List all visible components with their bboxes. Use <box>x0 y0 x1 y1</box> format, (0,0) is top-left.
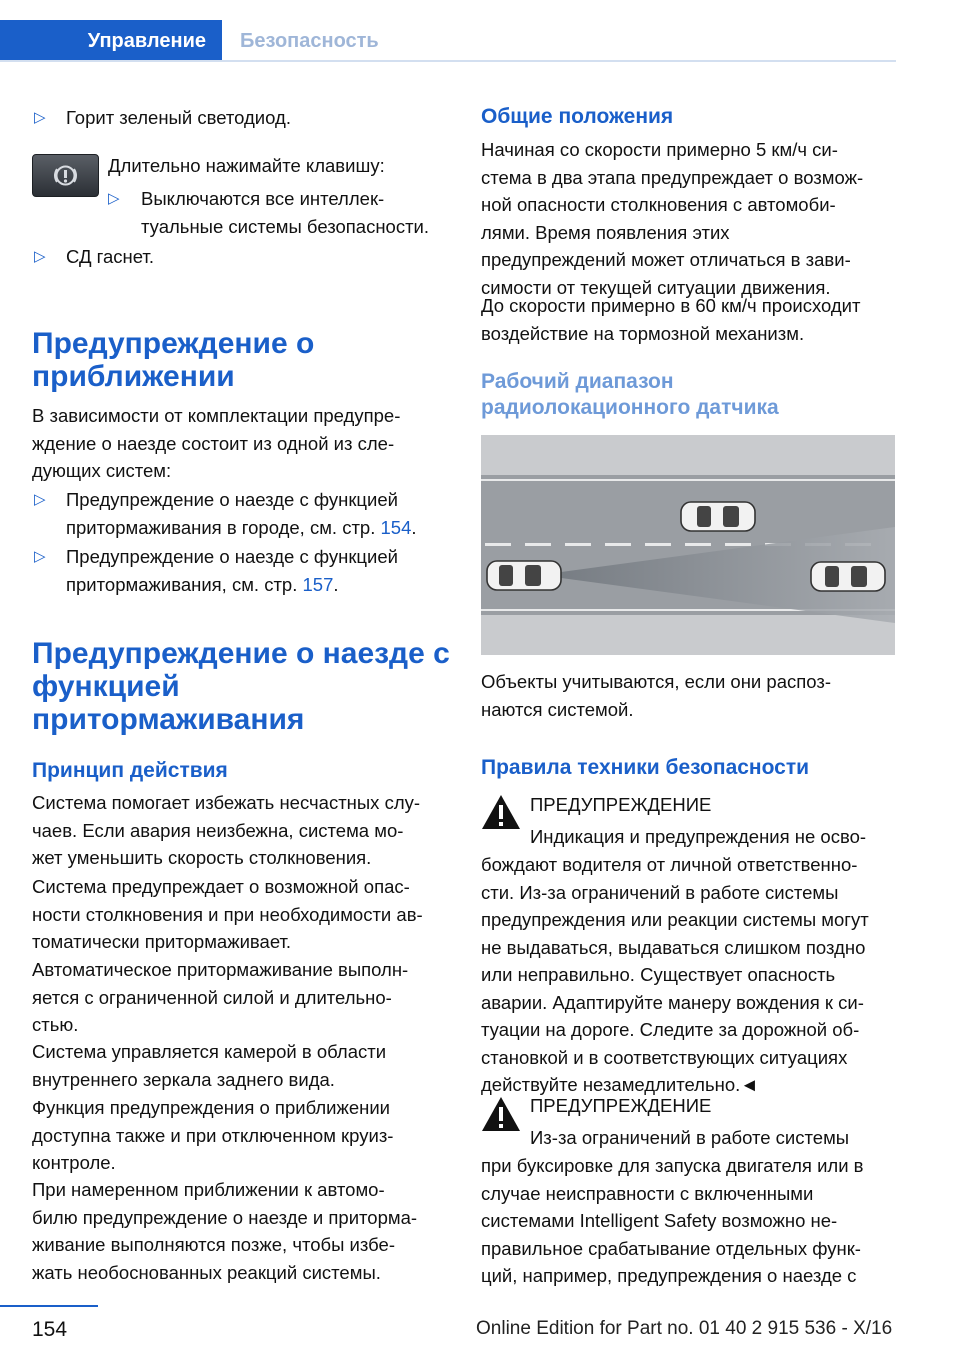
list-item: Предупреждение о наезде с функцией притормаживания в городе, см. стр. 154. <box>66 489 417 538</box>
intelligent-safety-button-icon <box>32 154 99 197</box>
heading-general: Общие положения <box>481 105 674 128</box>
bullet-icon: ▷ <box>34 548 46 565</box>
paragraph: Функция предупреждения о приближении доступна также и при отключенном круиз- контроле. <box>32 1097 394 1173</box>
radar-range-illustration <box>481 435 895 655</box>
heading-radar-range: Рабочий диапазон радиолокационного датчика <box>481 370 779 419</box>
footer-divider <box>0 1305 98 1307</box>
paragraph: Начиная со скорости примерно 5 км/ч си- стема в два этапа предупреждает о возмож- ной опасности столкновения с автомоби- лями. Время появления этих предупреждений может отличаться в зави- симости от текущей ситуации движения. <box>481 139 864 298</box>
warning-text: Индикация и предупреждения не осво- <box>530 826 867 847</box>
bullet-icon: ▷ <box>34 109 46 126</box>
bullet-icon: ▷ <box>34 491 46 508</box>
page-number: 154 <box>32 1318 68 1341</box>
warning-text: Из-за ограничений в работе системы <box>530 1127 850 1148</box>
paragraph: Система управляется камерой в области внутреннего зеркала заднего вида. <box>32 1041 387 1090</box>
paragraph: Автоматическое притормаживание выполн- яется с ограниченной силой и длительно- стью. <box>32 959 409 1035</box>
heading-safety-rules: Правила техники безопасности <box>481 756 810 779</box>
heading-proximity-warning: Предупреждение о приближении <box>32 327 315 393</box>
list-item: СД гаснет. <box>66 246 154 267</box>
tab-safety[interactable]: Безопасность <box>240 29 379 52</box>
illustration-caption: Объекты учитываются, если они распоз- наются системой. <box>481 671 831 720</box>
warning-text: бождают водителя от личной ответственно- сти. Из-за ограничений в работе системы предупреждения или реакции системы могут не выдаваться, выдаваться слишком поздно или неправильно. Существует опасность аварии. Адаптируйте манеру вождения к си- туации на дороге. Следите за дорожной об- становкой и в соответствующих ситуациях действуйте незамедлительно.◄ <box>481 854 869 1095</box>
page-link-157[interactable]: 157 <box>302 573 334 595</box>
sub-list-item: Выключаются все интеллек- туальные системы безопасности. <box>141 188 430 237</box>
page-link-154[interactable]: 154 <box>380 516 412 538</box>
warning-title: ПРЕДУПРЕЖДЕНИЕ <box>530 794 712 815</box>
edition-footer: Online Edition for Part no. 01 40 2 915 536 - X/16 <box>476 1318 893 1339</box>
list-item: Горит зеленый светодиод. <box>66 107 291 128</box>
list-item: Предупреждение о наезде с функцией притормаживания, см. стр. 157. <box>66 546 398 595</box>
paragraph: Система помогает избежать несчастных слу- чаев. Если авария неизбежна, система мо- жет уменьшить скорость столкновения. <box>32 792 421 868</box>
header-divider <box>0 60 896 62</box>
warning-triangle-icon <box>481 794 521 835</box>
tab-control[interactable]: Управление <box>0 20 222 62</box>
paragraph: В зависимости от комплектации предупре- ждение о наезде состоит из одной из сле- дующих систем: <box>32 405 401 481</box>
warning-title: ПРЕДУПРЕЖДЕНИЕ <box>530 1095 712 1116</box>
paragraph: До скорости примерно в 60 км/ч происходит воздействие на тормозной механизм. <box>481 295 861 344</box>
bullet-icon: ▷ <box>108 190 120 207</box>
paragraph: При намеренном приближении к автомо- билю предупреждение о наезде и притормa- живание выполняются позже, чтобы избе- жать необоснованных реакций системы. <box>32 1179 418 1283</box>
bullet-icon: ▷ <box>34 248 46 265</box>
hold-text: Длительно нажимайте клавишу: <box>108 155 385 176</box>
heading-collision-warning: Предупреждение о наезде с функцией притормаживания <box>32 637 450 736</box>
heading-principle: Принцип действия <box>32 759 228 782</box>
warning-text: при буксировке для запуска двигателя или в случае неисправности с включенными системами Intelligent Safety возможно не- правильное срабатывание отдельных функ- ций, например, предупреждения о наезде с <box>481 1155 864 1286</box>
paragraph: Система предупреждает о возможной опас- ности столкновения и при необходимости ав- томатически притормаживает. <box>32 876 423 952</box>
warning-triangle-icon <box>481 1096 521 1137</box>
